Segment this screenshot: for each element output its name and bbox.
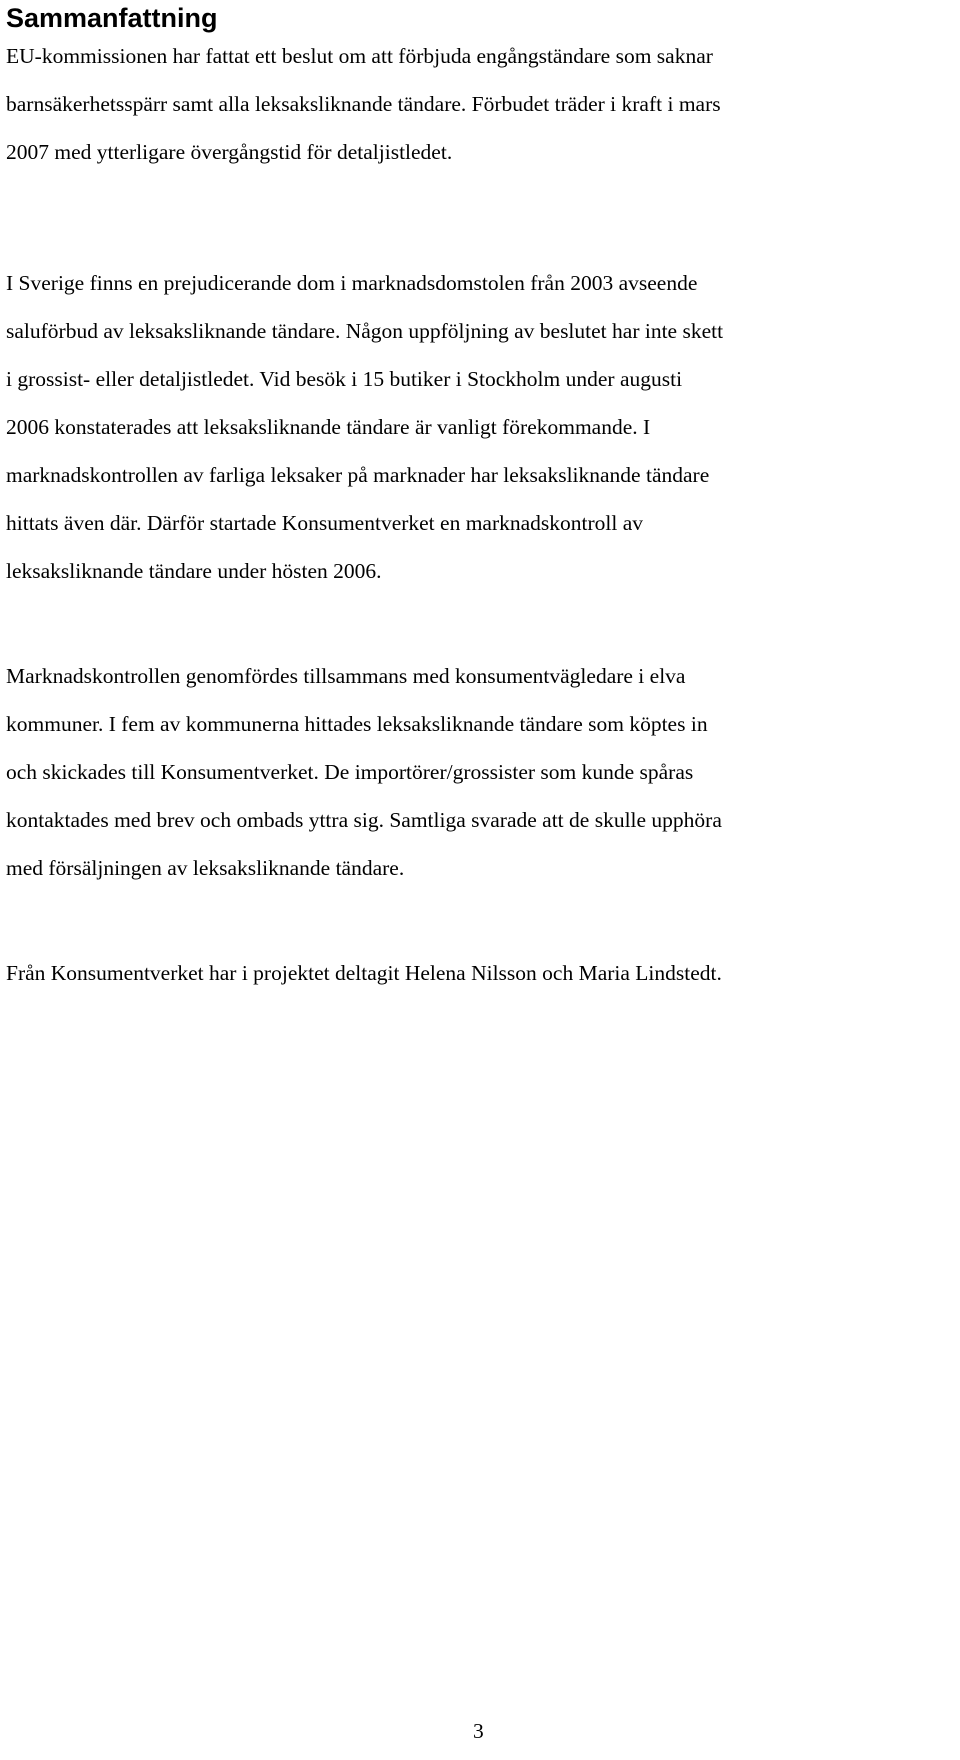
text-line: Från Konsumentverket har i projektet deltagit Helena Nilsson och Maria Lindstedt. bbox=[6, 961, 722, 985]
paragraph-market-control bbox=[6, 652, 722, 892]
section-heading: Sammanfattning bbox=[6, 3, 218, 33]
text-line: marknadskontrollen av farliga leksaker på marknader har leksaksliknande tändare bbox=[6, 463, 710, 487]
text-line: EU-kommissionen har fattat ett beslut om att förbjuda engångständare som saknar bbox=[6, 44, 713, 68]
text-line: 2007 med ytterligare övergångstid för detaljistledet. bbox=[6, 140, 453, 164]
text-line: kontaktades med brev och ombads yttra sig. Samtliga svarade att de skulle upphöra bbox=[6, 808, 722, 832]
text-line: hittats även där. Därför startade Konsumentverket en marknadskontroll av bbox=[6, 511, 644, 535]
text-line: 2006 konstaterades att leksaksliknande tändare är vanligt förekommande. I bbox=[6, 415, 651, 439]
text-line: I Sverige finns en prejudicerande dom i marknadsdomstolen från 2003 avseende bbox=[6, 271, 698, 295]
text-line: i grossist- eller detaljistledet. Vid besök i 15 butiker i Stockholm under augusti bbox=[6, 367, 683, 391]
paragraph-eu-decision bbox=[6, 32, 721, 176]
paragraph-sweden-ruling bbox=[6, 259, 723, 595]
text-line: leksaksliknande tändare under hösten 2006. bbox=[6, 559, 382, 583]
text-line: med försäljningen av leksaksliknande tändare. bbox=[6, 856, 405, 880]
page-number: 3 bbox=[473, 1719, 484, 1743]
text-line: Marknadskontrollen genomfördes tillsammans med konsumentvägledare i elva bbox=[6, 664, 686, 688]
text-line: barnsäkerhetsspärr samt alla leksaksliknande tändare. Förbudet träder i kraft i mars bbox=[6, 92, 721, 116]
paragraph-participants bbox=[6, 949, 722, 997]
text-line: och skickades till Konsumentverket. De importörer/grossister som kunde spåras bbox=[6, 760, 694, 784]
text-line: saluförbud av leksaksliknande tändare. Någon uppföljning av beslutet har inte skett bbox=[6, 319, 724, 343]
text-line: kommuner. I fem av kommunerna hittades leksaksliknande tändare som köptes in bbox=[6, 712, 708, 736]
